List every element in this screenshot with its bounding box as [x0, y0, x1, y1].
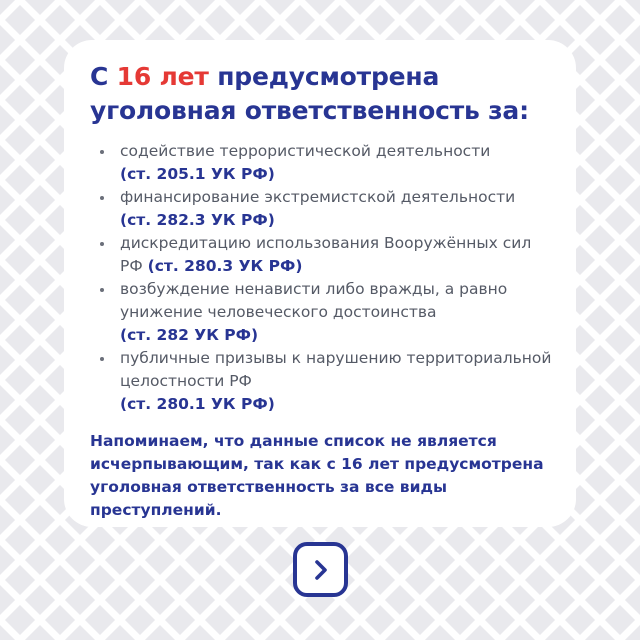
- bullet-icon: [100, 196, 104, 200]
- bullet-icon: [100, 357, 104, 361]
- title-highlight: 16 лет: [116, 62, 209, 91]
- list-item: [120, 232, 552, 278]
- offense-list: [90, 140, 552, 416]
- list-item-text: возбуждение ненависти либо вражды, а равно унижение человеческого достоинства: [120, 280, 508, 321]
- next-button[interactable]: [293, 542, 348, 597]
- list-item-ref: (ст. 282.3 УК РФ): [120, 211, 275, 229]
- bullet-icon: [100, 288, 104, 292]
- bullet-icon: [100, 150, 104, 154]
- list-item-ref: (ст. 280.3 УК РФ): [147, 257, 303, 275]
- list-item-text: содействие террористической деятельности: [120, 142, 491, 160]
- title-rest: предусмотрена уголовная ответственность за:: [90, 62, 529, 125]
- info-card: [64, 40, 576, 527]
- list-item-ref: (ст. 205.1 УК РФ): [120, 165, 275, 183]
- list-item: [120, 347, 552, 416]
- list-item-text: финансирование экстремистской деятельности: [120, 188, 516, 206]
- list-item: [120, 140, 552, 186]
- list-item-ref: (ст. 280.1 УК РФ): [120, 395, 275, 413]
- list-item-ref: (ст. 282 УК РФ): [120, 326, 259, 344]
- list-item: [120, 186, 552, 232]
- reminder-note: Напоминаем, что данные список не является исчерпывающим, так как с 16 лет предусмотрена уголовная ответственность за все виды преступлений.: [90, 432, 544, 519]
- list-item: [120, 278, 552, 347]
- list-item-text: публичные призывы к нарушению территориальной целостности РФ: [120, 349, 552, 390]
- chevron-right-icon: [312, 559, 330, 581]
- list-item-text: дискредитацию использования Вооружённых сил РФ: [120, 234, 532, 275]
- page-title: [90, 60, 552, 128]
- title-prefix: С: [90, 62, 117, 91]
- bullet-icon: [100, 242, 104, 246]
